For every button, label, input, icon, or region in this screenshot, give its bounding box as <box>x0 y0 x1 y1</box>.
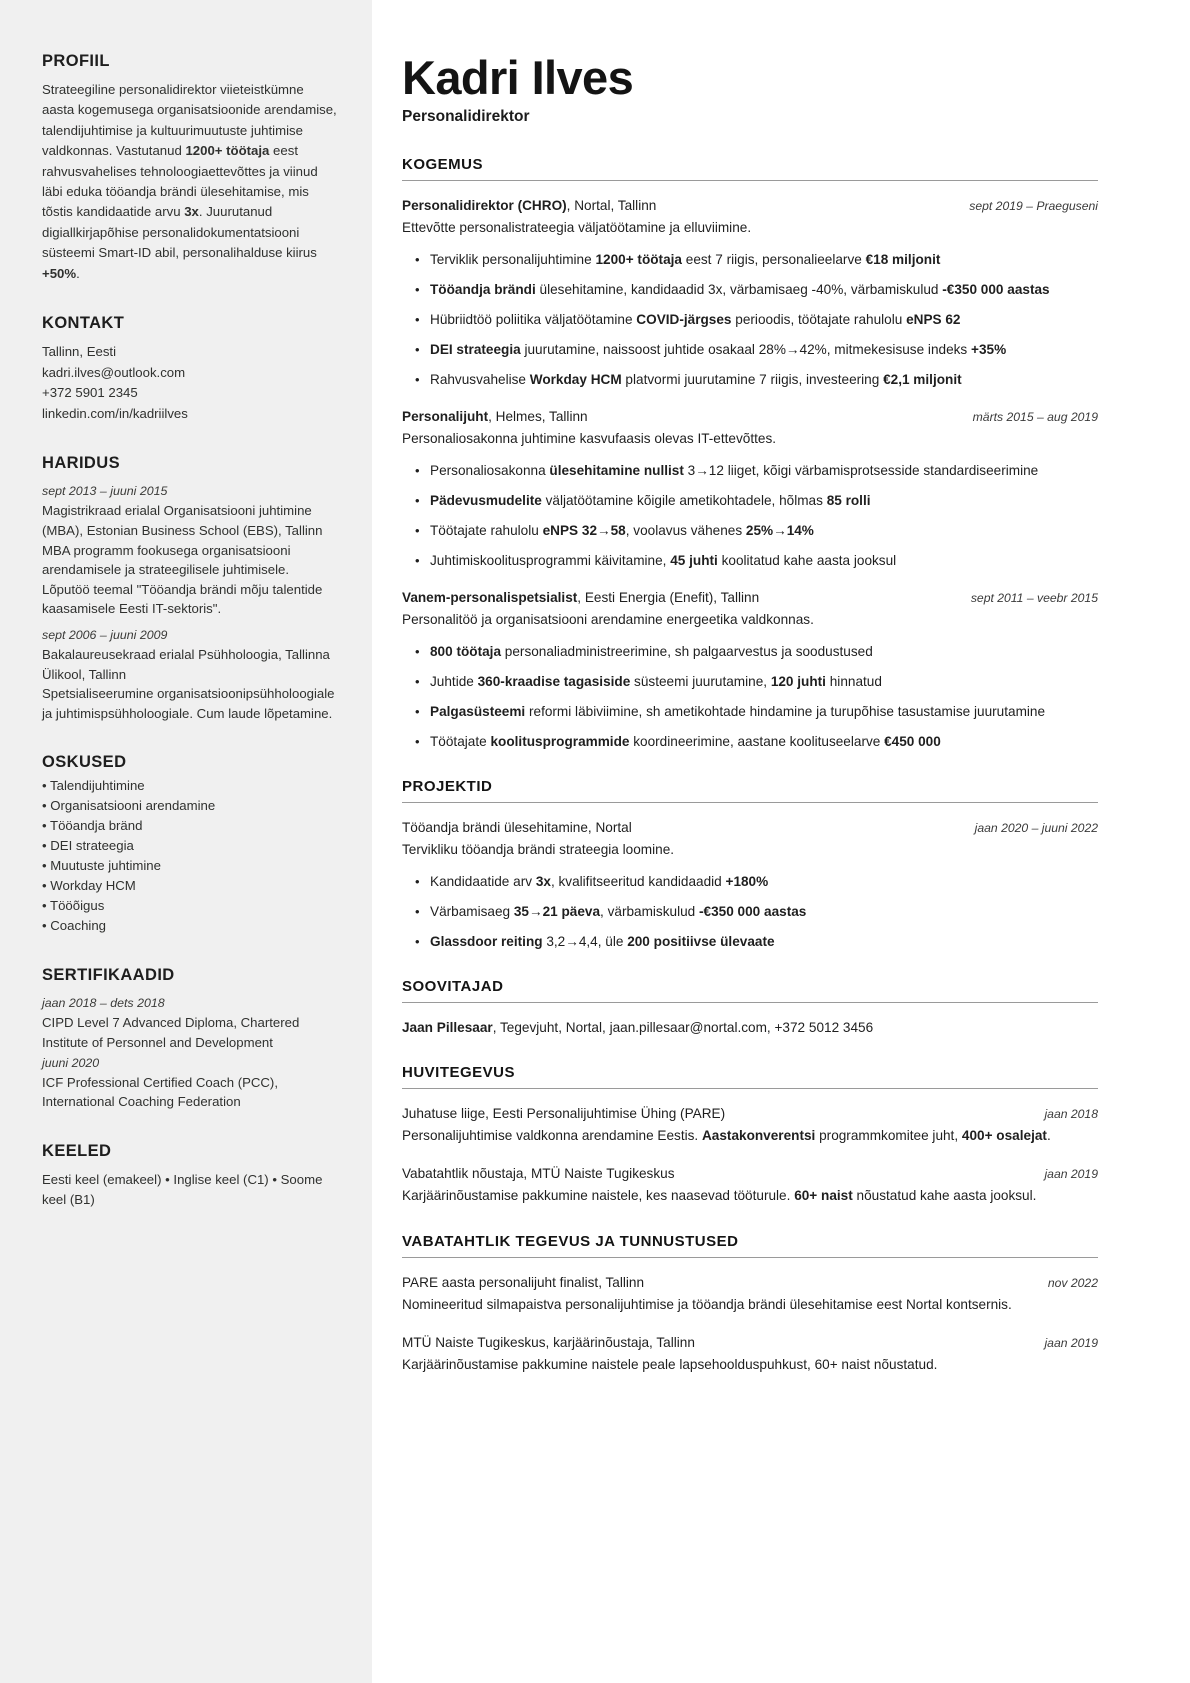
education-date: sept 2006 – juuni 2009 <box>42 628 168 642</box>
profile-heading: PROFIIL <box>42 52 110 70</box>
bullet-item: • Juhtimiskoolitusprogrammi käivitamine, 45 juhti koolitatud kahe aasta jooksul <box>402 550 1098 571</box>
bullet-item: • Töötajate rahulolu eNPS 32→58, voolavus vähenes 25%→14% <box>402 520 1098 541</box>
bullet-item: • Glassdoor reiting 3,2→4,4, üle 200 positiivse ülevaate <box>402 931 1098 952</box>
education-date: sept 2013 – juuni 2015 <box>42 484 168 499</box>
bullet-item: • Hübriidtöö poliitika väljatöötamine COVID-järgses perioodis, töötajate rahulolu eNPS 62 <box>402 309 1098 330</box>
experience-entry <box>402 406 1098 571</box>
entry-summary: Personaliosakonna juhtimine kasvufaasis olevas IT-ettevõttes. <box>402 431 777 446</box>
entry-title: MTÜ Naiste Tugikeskus, karjäärinõustaja, Tallinn <box>402 1335 695 1350</box>
bullet-item: • Töötajate koolitusprogrammide koordineerimine, aastane koolituseelarve €450 000 <box>402 731 1098 752</box>
volunteering-entries <box>402 1272 1098 1376</box>
experience-section <box>402 156 1098 752</box>
candidate-role: Personalidirektor <box>402 108 530 125</box>
candidate-name: Kadri Ilves <box>402 51 634 104</box>
projects-heading: PROJEKTID <box>402 778 493 795</box>
entry-summary: Personalitöö ja organisatsiooni arendamine energeetika valdkonnas. <box>402 612 814 627</box>
certificate-title: ICF Professional Certified Coach (PCC), International Coaching Federation <box>42 1074 278 1110</box>
education-heading: HARIDUS <box>42 454 120 473</box>
activity-entry <box>402 1332 1098 1376</box>
education-item <box>42 482 338 619</box>
section-divider <box>402 802 1098 803</box>
certificate-title: CIPD Level 7 Advanced Diploma, Chartered Institute of Personnel and Development <box>42 1015 300 1050</box>
references-heading: SOOVITAJAD <box>402 978 504 995</box>
bullet-item: • 800 töötaja personaliadministreerimine, sh palgaarvestus ja soodustused <box>402 641 1098 662</box>
education-item <box>42 626 338 723</box>
entry-title: PARE aasta personalijuht finalist, Tallinn <box>402 1275 645 1290</box>
bullet-item: • Terviklik personalijuhtimine 1200+ töötaja eest 7 riigis, personalieelarve €18 miljonit <box>402 249 1098 270</box>
skill-item: • DEI strateegia <box>42 838 134 854</box>
contact-phone[interactable]: +372 5901 2345 <box>42 385 138 401</box>
entry-summary: Tervikliku tööandja brändi strateegia loomine. <box>402 842 675 857</box>
entry-date: nov 2022 <box>1047 1276 1098 1290</box>
bullet-item: • Pädevusmudelite väljatöötamine kõigile ametikohtadele, hõlmas 85 rolli <box>402 490 1098 511</box>
certificates-section <box>42 966 338 1111</box>
entry-date: jaan 2019 <box>1044 1336 1098 1350</box>
bullet-item: • Personaliosakonna ülesehitamine nullist 3→12 liiget, kõigi värbamisprotsesside standardiseerimine <box>402 460 1098 481</box>
entry-header <box>402 1163 1098 1184</box>
entry-description: Nomineeritud silmapaistva personalijuhtimise ja tööandja brändi ülesehitamise eest Nortal kontsernis. <box>402 1297 1012 1312</box>
entry-header <box>402 817 1098 838</box>
bullet-item: • DEI strateegia juurutamine, naissoost juhtide osakaal 28%→42%, mitmekesisuse indeks +35% <box>402 339 1098 360</box>
certificate-date: juuni 2020 <box>42 1055 100 1070</box>
languages-text: Eesti keel (emakeel) • Inglise keel (C1) • Soome keel (B1) <box>42 1171 323 1208</box>
section-divider <box>402 1257 1098 1258</box>
entry-summary: Ettevõtte personalistrateegia väljatöötamine ja elluviimine. <box>402 220 752 235</box>
education-title: Magistrikraad erialal Organisatsiooni juhtimine (MBA), Estonian Business School (EBS), Tallinn <box>42 503 323 539</box>
bullet-item: • Palgasüsteemi reformi läbiviimine, sh ametikohtade hindamine ja turupõhise tasustamise juurutamine <box>402 701 1098 722</box>
skill-item: • Organisatsiooni arendamine <box>42 798 216 814</box>
activities-heading: HUVITEGEVUS <box>402 1064 516 1081</box>
education-title: Bakalaureusekraad erialal Psühholoogia, Tallinna Ülikool, Tallinn <box>42 647 330 682</box>
entry-header <box>402 1103 1098 1124</box>
experience-entry <box>402 817 1098 952</box>
education-desc: Spetsialiseerumine organisatsioonipsühholoogiale ja juhtimispsühholoogiale. Cum laude lõpetamine. <box>42 686 335 721</box>
languages-section <box>42 1142 338 1211</box>
activities-section <box>402 1064 1098 1207</box>
skill-item: • Muutuste juhtimine <box>42 858 161 874</box>
entry-date: jaan 2019 <box>1044 1167 1098 1181</box>
experience-entry <box>402 195 1098 390</box>
projects-section <box>402 778 1098 952</box>
entry-bullets <box>402 871 1098 952</box>
profile-section <box>42 52 338 284</box>
entry-description: Karjäärinõustamise pakkumine naistele, kes naasevad tööturule. 60+ naist nõustatud kahe aasta jooksul. <box>402 1188 1037 1203</box>
bullet-item: • Juhtide 360-kraadise tagasiside süsteemi juurutamine, 120 juhti hinnatud <box>402 671 1098 692</box>
experience-heading: KOGEMUS <box>402 156 484 173</box>
skill-item: • Workday HCM <box>42 878 136 894</box>
entry-header <box>402 195 1098 216</box>
profile-text: Strateegiline personalidirektor viieteistkümne aasta kogemusega organisatsioonide arendamise, talendijuhtimise ja kultuurimuutuste juhtimise valdkonnas. Vastutanud 1200+ töötaja eest rahvusvahelises tehnoloogiaettevõttes ja viinud läbi eduka tööandja brändi ülesehitamise, mis tõstis kandidaatide arvu 3x. Juurutanud digiallkirjapõhise personalidokumentatsiooni süsteemi Smart-ID abil, personalihalduse kiirus +50%. <box>42 82 337 281</box>
bullet-item: • Kandidaatide arv 3x, kvalifitseeritud kandidaadid +180% <box>402 871 1098 892</box>
certificate-date: jaan 2018 – dets 2018 <box>42 996 165 1011</box>
skill-item: • Tööõigus <box>42 898 105 914</box>
experience-entries <box>402 195 1098 752</box>
entry-date: jaan 2018 <box>1044 1107 1098 1121</box>
volunteering-heading: VABATAHTLIK TEGEVUS JA TUNNUSTUSED <box>402 1233 739 1250</box>
activity-entry <box>402 1272 1098 1316</box>
contact-location: Tallinn, Eesti <box>42 344 117 360</box>
bullet-item: • Rahvusvahelise Workday HCM platvormi juurutamine 7 riigis, investeering €2,1 miljonit <box>402 369 1098 390</box>
bullet-item: • Tööandja brändi ülesehitamine, kandidaadid 3x, värbamisaeg -40%, värbamiskulud -€350 000 aastas <box>402 279 1098 300</box>
skill-item: • Tööandja bränd <box>42 818 143 834</box>
languages-heading: KEELED <box>42 1141 112 1160</box>
entry-date: sept 2019 – Praeguseni <box>969 199 1098 213</box>
entry-bullets <box>402 641 1098 752</box>
education-section <box>42 454 338 723</box>
experience-entry <box>402 587 1098 752</box>
skills-section <box>42 753 338 936</box>
section-divider <box>402 1088 1098 1089</box>
entry-title: Personalidirektor (CHRO), Nortal, Tallinn <box>402 198 657 213</box>
contact-linkedin[interactable]: linkedin.com/in/kadriilves <box>42 405 188 421</box>
entry-title: Personalijuht, Helmes, Tallinn <box>402 409 588 424</box>
entry-bullets <box>402 249 1098 390</box>
reference-entries <box>402 1017 1098 1038</box>
entry-date: sept 2011 – veebr 2015 <box>970 591 1098 605</box>
entry-title: Vabatahtlik nõustaja, MTÜ Naiste Tugikeskus <box>402 1166 675 1181</box>
section-divider <box>402 1002 1098 1003</box>
skill-item: • Coaching <box>42 918 106 934</box>
entry-header <box>402 406 1098 427</box>
skill-item: • Talendijuhtimine <box>42 778 145 794</box>
main-content <box>372 0 1190 1683</box>
entry-description: Karjäärinõustamise pakkumine naistele peale lapsehoolduspuhkust, 60+ naist nõustatud. <box>402 1357 938 1372</box>
entry-header <box>402 1272 1098 1293</box>
volunteering-section <box>402 1233 1098 1376</box>
education-desc: MBA programm fookusega organisatsiooni arendamisele ja strateegilisele juhtimisele. Lõputöö teemal "Tööandja brändi mõju talentide kaasamisele Eesti IT-sektoris". <box>42 542 323 617</box>
activity-entry <box>402 1103 1098 1147</box>
bullet-item: • Värbamisaeg 35→21 päeva, värbamiskulud -€350 000 aastas <box>402 901 1098 922</box>
certificates-heading: SERTIFIKAADID <box>42 966 175 985</box>
entry-date: jaan 2020 – juuni 2022 <box>974 821 1098 835</box>
section-divider <box>402 180 1098 181</box>
activity-entries <box>402 1103 1098 1207</box>
references-section <box>402 978 1098 1038</box>
entry-header <box>402 587 1098 608</box>
entry-date: märts 2015 – aug 2019 <box>972 410 1098 424</box>
certificate-item <box>42 1054 338 1112</box>
entry-title: Vanem-personalispetsialist, Eesti Energia (Enefit), Tallinn <box>402 590 760 605</box>
entry-title: Tööandja brändi ülesehitamine, Nortal <box>402 820 632 835</box>
entry-description: Personalijuhtimise valdkonna arendamine Eestis. Aastakonverentsi programmkomitee juht, 400+ osalejat. <box>402 1128 1051 1143</box>
projects-entries <box>402 817 1098 952</box>
skills-heading: OSKUSED <box>42 753 127 772</box>
reference-entry: Jaan Pillesaar, Tegevjuht, Nortal, jaan.pillesaar@nortal.com, +372 5012 3456 <box>402 1020 874 1035</box>
sidebar <box>0 0 372 1683</box>
entry-header <box>402 1332 1098 1353</box>
entry-bullets <box>402 460 1098 571</box>
entry-title: Juhatuse liige, Eesti Personalijuhtimise Ühing (PARE) <box>402 1106 726 1121</box>
activity-entry <box>402 1163 1098 1207</box>
certificate-item <box>42 994 338 1052</box>
contact-section <box>42 314 338 424</box>
contact-email[interactable]: kadri.ilves@outlook.com <box>42 364 186 380</box>
contact-heading: KONTAKT <box>42 314 125 333</box>
